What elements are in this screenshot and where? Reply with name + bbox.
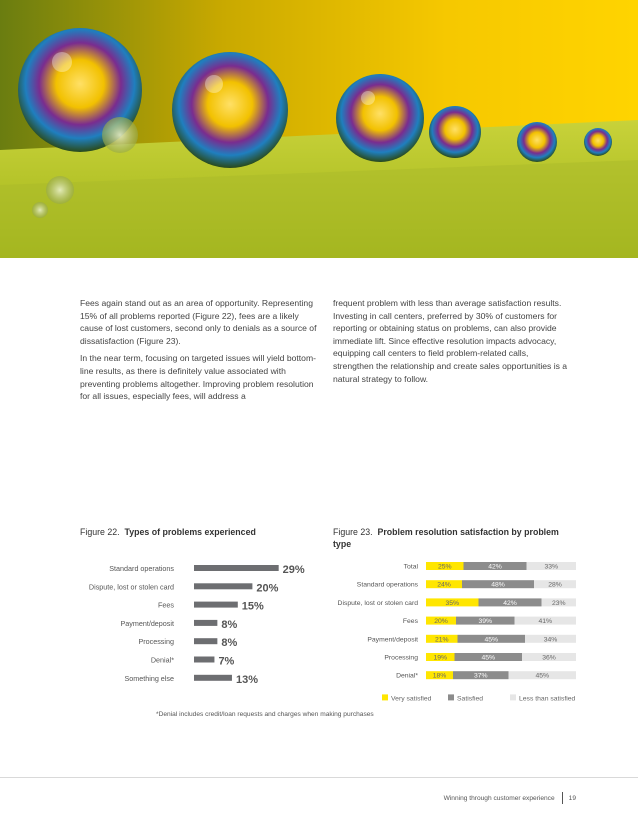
bar	[194, 620, 217, 626]
segment-value-label: 42%	[488, 563, 502, 571]
body-paragraph: Fees again stand out as an area of opportunity. Representing 15% of all problems reported (Figure 22), fees are a likely cause of lost customers, second only to denials as a source of dissatisfaction (Figure 23).	[80, 298, 317, 346]
segment-value-label: 28%	[548, 581, 562, 589]
category-label: Dispute, lost or stolen card	[88, 582, 174, 592]
category-label: Processing	[138, 637, 174, 647]
bar	[194, 565, 279, 571]
segment-value-label: 45%	[481, 654, 496, 662]
legend-label: Less than satisfied	[519, 695, 576, 703]
segment-value-label: 39%	[478, 618, 493, 626]
figure-label: Figure 23.	[333, 527, 373, 537]
footer-title: Winning through customer experience	[443, 794, 555, 802]
body-paragraph: frequent problem with less than average satisfaction results. Investing in call centers, preferred by 30% of customers for reporting or obtaining status on problems, can also provide immediate lift. Since effective resolution impacts advocacy, equipping call centers to field problem-related calls, strengthen the relationship and create sales opportunities is a natural strategy to follow.	[333, 298, 568, 384]
legend-swatch	[510, 694, 516, 700]
hero-image	[0, 0, 638, 258]
body-paragraph: In the near term, focusing on targeted issues will yield bottom-line results, as there is definitely value associated with preventing problems altogether. Improving problem resolution for all issues, especially fees, will address a	[80, 353, 316, 402]
segment-value-label: 45%	[535, 672, 550, 680]
category-label: Payment/deposit	[120, 618, 174, 628]
category-label: Processing	[384, 654, 418, 662]
bar	[194, 675, 232, 681]
bar	[194, 583, 252, 589]
value-label: 8%	[221, 637, 238, 650]
figure-title-text: Problem resolution satisfaction by problem type	[333, 527, 559, 549]
figure-22-chart	[0, 555, 330, 695]
segment-value-label: 35%	[445, 599, 460, 607]
figure-23-chart	[320, 555, 590, 705]
legend-swatch	[448, 694, 454, 700]
footer-divider	[0, 777, 638, 778]
segment-value-label: 25%	[437, 563, 452, 571]
figure-23-title	[333, 526, 573, 550]
category-label: Fees	[158, 600, 174, 610]
category-label: Fees	[402, 618, 418, 626]
bar	[194, 602, 238, 608]
value-label: 15%	[241, 600, 264, 613]
figure-label: Figure 22.	[80, 527, 120, 537]
segment-value-label: 45%	[484, 636, 499, 644]
figure-22-title	[80, 526, 320, 538]
value-label: 7%	[218, 655, 235, 668]
segment-value-label: 19%	[433, 654, 448, 662]
bar	[194, 638, 217, 644]
segment-value-label: 33%	[544, 563, 559, 571]
footer-separator	[562, 792, 563, 804]
category-label: Something else	[124, 673, 174, 683]
segment-value-label: 24%	[437, 581, 451, 589]
segment-value-label: 23%	[551, 599, 566, 607]
value-label: 13%	[235, 673, 258, 686]
category-label: Denial*	[150, 655, 174, 665]
bar	[194, 657, 214, 663]
category-label: Denial*	[396, 672, 418, 680]
figure-title-text: Types of problems experienced	[124, 527, 256, 537]
segment-value-label: 42%	[503, 599, 517, 607]
segment-value-label: 21%	[434, 636, 449, 644]
category-label: Standard operations	[356, 581, 418, 589]
value-label: 29%	[282, 564, 305, 576]
segment-value-label: 37%	[473, 672, 488, 680]
footnote: *Denial includes credit/loan requests and charges when making purchases	[156, 711, 374, 718]
category-label: Payment/deposit	[367, 636, 418, 644]
legend-label: Very satisfied	[391, 695, 432, 703]
category-label: Dispute, lost or stolen card	[337, 599, 418, 607]
segment-value-label: 48%	[491, 581, 505, 589]
segment-value-label: 36%	[542, 654, 556, 662]
value-label: 8%	[221, 618, 238, 631]
category-label: Total	[403, 563, 418, 571]
legend-swatch	[382, 694, 388, 700]
category-label: Standard operations	[109, 564, 174, 573]
segment-value-label: 18%	[432, 672, 447, 680]
page-number: 19	[568, 794, 576, 802]
segment-value-label: 20%	[434, 618, 448, 626]
legend-label: Satisfied	[457, 695, 484, 703]
segment-value-label: 41%	[538, 618, 553, 626]
value-label: 20%	[256, 582, 279, 595]
page-footer	[444, 792, 576, 804]
segment-value-label: 34%	[543, 636, 558, 644]
